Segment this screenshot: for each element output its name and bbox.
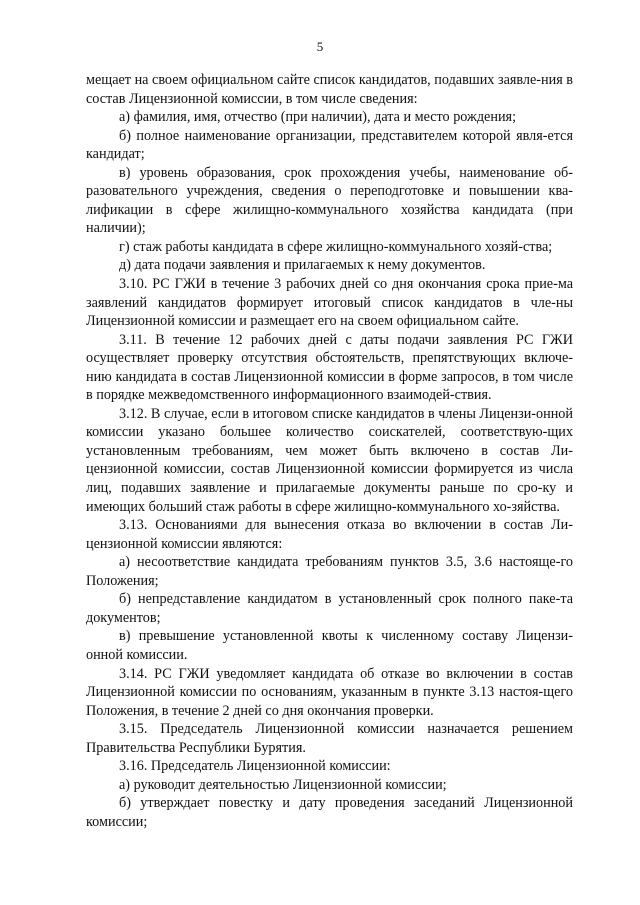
clause-3-10: 3.10. РС ГЖИ в течение 3 рабочих дней со дня окончания срока прие-ма заявлений кандидатов формирует итоговый список кандидатов в чле-ны Лицензионной комиссии и размещает его на своем официальном сайте.	[86, 276, 573, 330]
paragraph-continuation: мещает на своем официальном сайте список кандидатов, подавших заявле-ния в состав Лицензионной комиссии, в том числе сведения:	[86, 72, 573, 107]
clause-3-13-item-a: а) несоответствие кандидата требованиям пунктов 3.5, 3.6 настояще-го Положения;	[86, 554, 573, 589]
list-item-a-name: а) фамилия, имя, отчество (при наличии), дата и место рождения;	[119, 109, 517, 126]
clause-3-11: 3.11. В течение 12 рабочих дней с даты подачи заявления РС ГЖИ осуществляет проверку отсутствия обстоятельств, препятствующих включе-нию кандидата в состав Лицензионной комиссии в форме запросов, в том числе в порядке межведомственного информационного взаимодей-ствия.	[86, 331, 573, 404]
clause-3-13-item-v: в) превышение установленной квоты к численному составу Лицензи-онной комиссии.	[86, 628, 573, 663]
clause-3-13: 3.13. Основаниями для вынесения отказа во включении в состав Ли-цензионной комиссии являются:	[86, 517, 573, 552]
clause-3-15: 3.15. Председатель Лицензионной комиссии назначается решением Правительства Республики Бурятия.	[86, 721, 573, 756]
page-number: 5	[316, 39, 324, 54]
list-item-d-application-date: д) дата подачи заявления и прилагаемых к нему документов.	[119, 257, 486, 274]
list-item-v-education: в) уровень образования, срок прохождения учебы, наименование об-разовательного учреждения, сведения о переподготовке и повышении ква-лификации в сфере жилищно-коммунального хозяйства кандидата (при наличии);	[86, 164, 573, 237]
list-item-b-organization: б) полное наименование организации, представителем которой явля-ется кандидат;	[86, 127, 573, 163]
clause-3-16-item-a: а) руководит деятельностью Лицензионной комиссии;	[119, 776, 447, 793]
clause-3-16-item-b: б) утверждает повестку и дату проведения заседаний Лицензионной комиссии;	[86, 795, 573, 830]
clause-3-14: 3.14. РС ГЖИ уведомляет кандидата об отказе во включении в состав Лицензионной комиссии по основаниям, указанным в пункте 3.13 настоя-щего Положения, в течение 2 дней со дня окончания проверки.	[86, 665, 573, 719]
list-item-g-experience: г) стаж работы кандидата в сфере жилищно-коммунального хозяй-ства;	[119, 238, 553, 255]
clause-3-13-item-b: б) непредставление кандидатом в установленный срок полного паке-та документов;	[86, 591, 573, 626]
document-body	[86, 71, 573, 831]
clause-3-12: 3.12. В случае, если в итоговом списке кандидатов в члены Лицензи-онной комиссии указано большее количество соискателей, соответствую-щих установленным требованиям, чем может быть включено в состав Ли-цензионной комиссии, состав Лицензионной комиссии формируется из числа лиц, подавших заявление и прилагаемые документы раньше по сро-ку и имеющих больший стаж работы в сфере жилищно-коммунального хо-зяйства.	[86, 405, 573, 515]
clause-3-16: 3.16. Председатель Лицензионной комиссии:	[119, 758, 391, 775]
